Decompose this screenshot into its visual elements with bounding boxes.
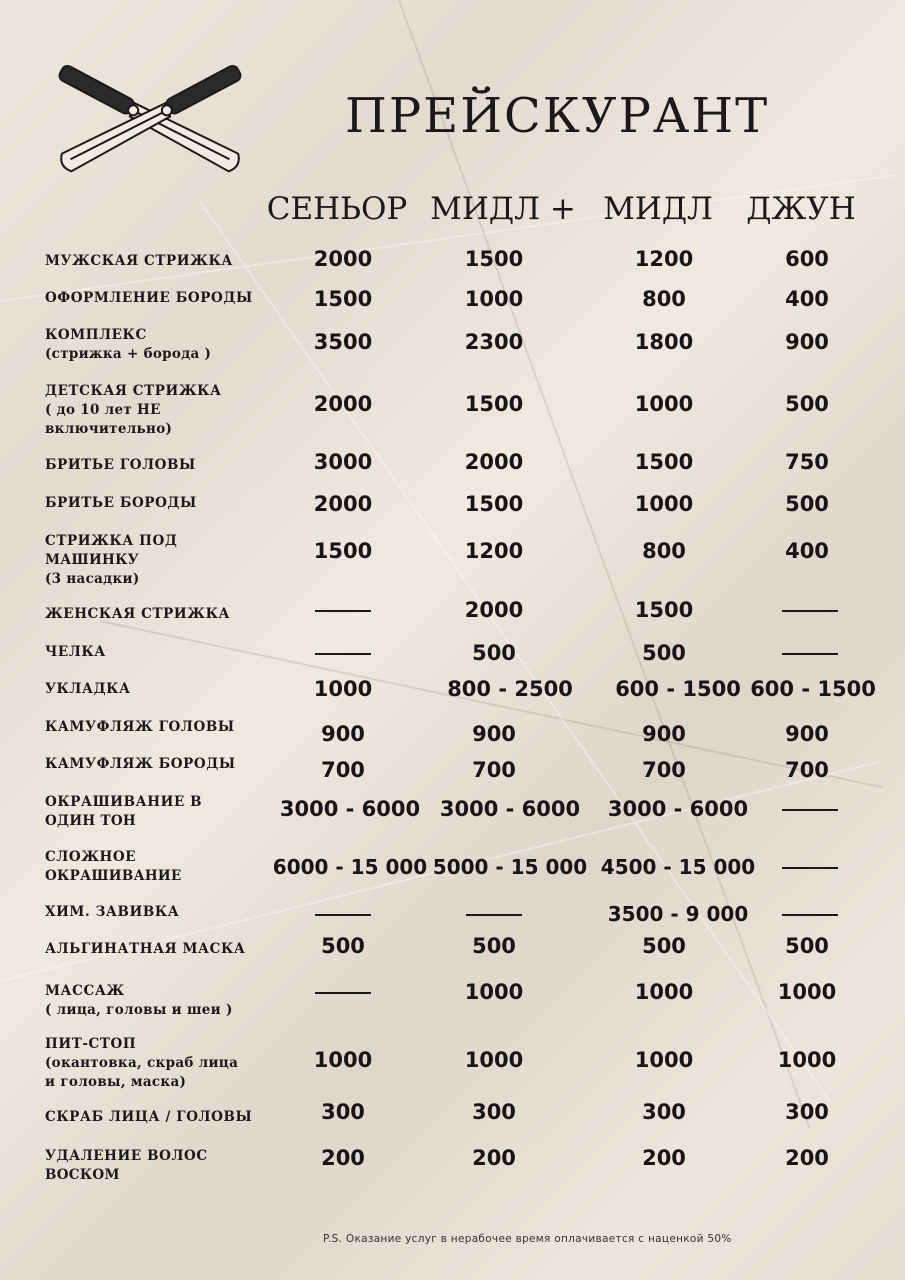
price-cell: 200 — [472, 1146, 516, 1170]
price-cell: 700 — [785, 758, 829, 782]
price-cell: 700 — [642, 758, 686, 782]
price-none-dash — [782, 914, 838, 916]
price-cell: 300 — [642, 1100, 686, 1124]
price-cell: 1500 — [464, 392, 524, 416]
price-cell: 700 — [472, 758, 516, 782]
service-name — [45, 940, 245, 959]
price-none-dash — [782, 867, 838, 869]
price-cell: 1000 — [464, 980, 524, 1004]
price-cell: 500 — [785, 934, 829, 958]
price-cell: 900 — [472, 722, 516, 746]
price-cell: 900 — [642, 722, 686, 746]
price-cell: 3000 — [313, 450, 373, 474]
column-header-middle-plus: МИДЛ + — [430, 191, 576, 227]
price-none-dash — [315, 653, 371, 655]
service-title: ОКРАШИВАНИЕ В — [45, 794, 203, 810]
price-none-dash — [782, 809, 838, 811]
footnote: P.S. Оказание услуг в нерабочее время оплачивается с наценкой 50% — [323, 1233, 732, 1245]
price-cell: 750 — [785, 450, 829, 474]
price-cell: 500 — [642, 934, 686, 958]
crossed-razors-logo — [40, 42, 260, 192]
service-title: КАМУФЛЯЖ БОРОДЫ — [45, 756, 236, 772]
price-cell: 1500 — [634, 450, 694, 474]
service-name — [45, 643, 106, 662]
service-title: АЛЬГИНАТНАЯ МАСКА — [45, 941, 246, 957]
service-detail: (стрижка + борода ) — [45, 346, 212, 362]
service-detail: и головы, маска) — [45, 1074, 187, 1090]
price-cell: 1500 — [464, 492, 524, 516]
service-name — [45, 680, 131, 699]
price-cell: 3500 — [313, 330, 373, 354]
price-cell: 600 — [785, 247, 829, 271]
service-name — [45, 326, 211, 364]
price-cell: 1500 — [313, 287, 373, 311]
service-title: СЛОЖНОЕ — [45, 849, 137, 865]
price-cell: 900 — [321, 722, 365, 746]
price-cell: 1500 — [313, 539, 373, 563]
price-cell: 2300 — [464, 330, 524, 354]
price-cell: 3000 - 6000 — [279, 797, 421, 821]
price-cell: 1500 — [634, 598, 694, 622]
service-name — [45, 1147, 208, 1185]
service-title: БРИТЬЕ БОРОДЫ — [45, 495, 197, 511]
price-cell: 2000 — [313, 247, 373, 271]
service-title: УДАЛЕНИЕ ВОЛОС — [45, 1148, 208, 1164]
service-name — [45, 289, 253, 308]
service-detail: ВОСКОМ — [45, 1167, 120, 1183]
service-name — [45, 532, 178, 589]
column-header-middle: МИДЛ — [603, 191, 713, 227]
service-name — [45, 755, 236, 774]
price-cell: 1000 — [634, 392, 694, 416]
service-name — [45, 1035, 238, 1092]
service-detail: ( до 10 лет НЕ — [45, 402, 161, 418]
price-cell: 1800 — [634, 330, 694, 354]
price-cell: 500 — [785, 392, 829, 416]
price-cell: 600 - 1500 — [615, 677, 741, 701]
price-cell: 1200 — [464, 539, 524, 563]
price-none-dash — [466, 914, 522, 916]
column-header-junior: ДЖУН — [746, 191, 856, 227]
price-cell: 2000 — [464, 450, 524, 474]
service-title: БРИТЬЕ ГОЛОВЫ — [45, 457, 196, 473]
service-title: ДЕТСКАЯ СТРИЖКА — [45, 383, 222, 399]
price-cell: 800 — [642, 539, 686, 563]
service-detail: (3 насадки) — [45, 571, 140, 587]
price-cell: 1000 — [777, 1048, 837, 1072]
service-title: ПИТ-СТОП — [45, 1036, 137, 1052]
price-cell: 1500 — [464, 247, 524, 271]
service-title: МУЖСКАЯ СТРИЖКА — [45, 253, 233, 269]
price-cell: 500 — [472, 641, 516, 665]
price-cell: 4500 - 15 000 — [600, 855, 756, 879]
price-none-dash — [782, 653, 838, 655]
price-cell: 400 — [785, 287, 829, 311]
price-cell: 1000 — [634, 980, 694, 1004]
service-title: ОФОРМЛЕНИЕ БОРОДЫ — [45, 290, 253, 306]
price-cell: 700 — [321, 758, 365, 782]
price-cell: 1000 — [634, 1048, 694, 1072]
service-name — [45, 1108, 252, 1127]
price-cell: 3500 - 9 000 — [607, 902, 749, 926]
price-cell: 600 - 1500 — [750, 677, 876, 701]
service-name — [45, 793, 202, 831]
price-cell: 500 — [785, 492, 829, 516]
price-cell: 500 — [321, 934, 365, 958]
price-cell: 2000 — [464, 598, 524, 622]
service-detail: МАШИНКУ — [45, 552, 139, 568]
service-title: СКРАБ ЛИЦА / ГОЛОВЫ — [45, 1109, 253, 1125]
price-cell: 1000 — [313, 677, 373, 701]
service-name — [45, 382, 222, 439]
price-cell: 1000 — [634, 492, 694, 516]
service-detail: ОДИН ТОН — [45, 813, 136, 829]
price-cell: 1200 — [634, 247, 694, 271]
price-cell: 1000 — [464, 1048, 524, 1072]
price-cell: 500 — [642, 641, 686, 665]
service-title: ХИМ. ЗАВИВКА — [45, 904, 180, 920]
column-header-senior: СЕНЬОР — [266, 191, 408, 227]
price-cell: 2000 — [313, 392, 373, 416]
price-none-dash — [782, 610, 838, 612]
price-none-dash — [315, 992, 371, 994]
service-title: УКЛАДКА — [45, 681, 131, 697]
service-name — [45, 252, 233, 271]
price-cell: 800 - 2500 — [447, 677, 573, 701]
price-cell: 200 — [785, 1146, 829, 1170]
price-cell: 900 — [785, 330, 829, 354]
price-cell: 1000 — [464, 287, 524, 311]
service-name — [45, 605, 230, 624]
service-name — [45, 848, 182, 886]
price-cell: 2000 — [313, 492, 373, 516]
service-title: МАССАЖ — [45, 983, 125, 999]
service-name — [45, 903, 179, 922]
service-detail: включительно) — [45, 421, 173, 437]
service-detail: ( лица, головы и шеи ) — [45, 1002, 233, 1018]
price-cell: 200 — [642, 1146, 686, 1170]
price-cell: 1000 — [777, 980, 837, 1004]
price-cell: 3000 - 6000 — [439, 797, 581, 821]
service-title: КОМПЛЕКС — [45, 327, 147, 343]
price-cell: 1000 — [313, 1048, 373, 1072]
price-cell: 500 — [472, 934, 516, 958]
service-title: ЖЕНСКАЯ СТРИЖКА — [45, 606, 231, 622]
service-name — [45, 494, 197, 513]
price-cell: 900 — [785, 722, 829, 746]
price-cell: 300 — [321, 1100, 365, 1124]
price-cell: 400 — [785, 539, 829, 563]
page-title: ПРЕЙСКУРАНТ — [345, 88, 770, 144]
service-name — [45, 982, 233, 1020]
service-title: ЧЕЛКА — [45, 644, 106, 660]
price-cell: 6000 - 15 000 — [272, 855, 428, 879]
price-cell: 300 — [472, 1100, 516, 1124]
price-cell: 3000 - 6000 — [607, 797, 749, 821]
price-cell: 800 — [642, 287, 686, 311]
service-name — [45, 456, 196, 475]
service-name — [45, 718, 235, 737]
price-none-dash — [315, 610, 371, 612]
service-title: КАМУФЛЯЖ ГОЛОВЫ — [45, 719, 235, 735]
service-detail: (окантовка, скраб лица — [45, 1055, 239, 1071]
service-title: СТРИЖКА ПОД — [45, 533, 178, 549]
price-cell: 200 — [321, 1146, 365, 1170]
service-detail: ОКРАШИВАНИЕ — [45, 868, 182, 884]
price-cell: 5000 - 15 000 — [432, 855, 588, 879]
price-cell: 300 — [785, 1100, 829, 1124]
price-none-dash — [315, 914, 371, 916]
